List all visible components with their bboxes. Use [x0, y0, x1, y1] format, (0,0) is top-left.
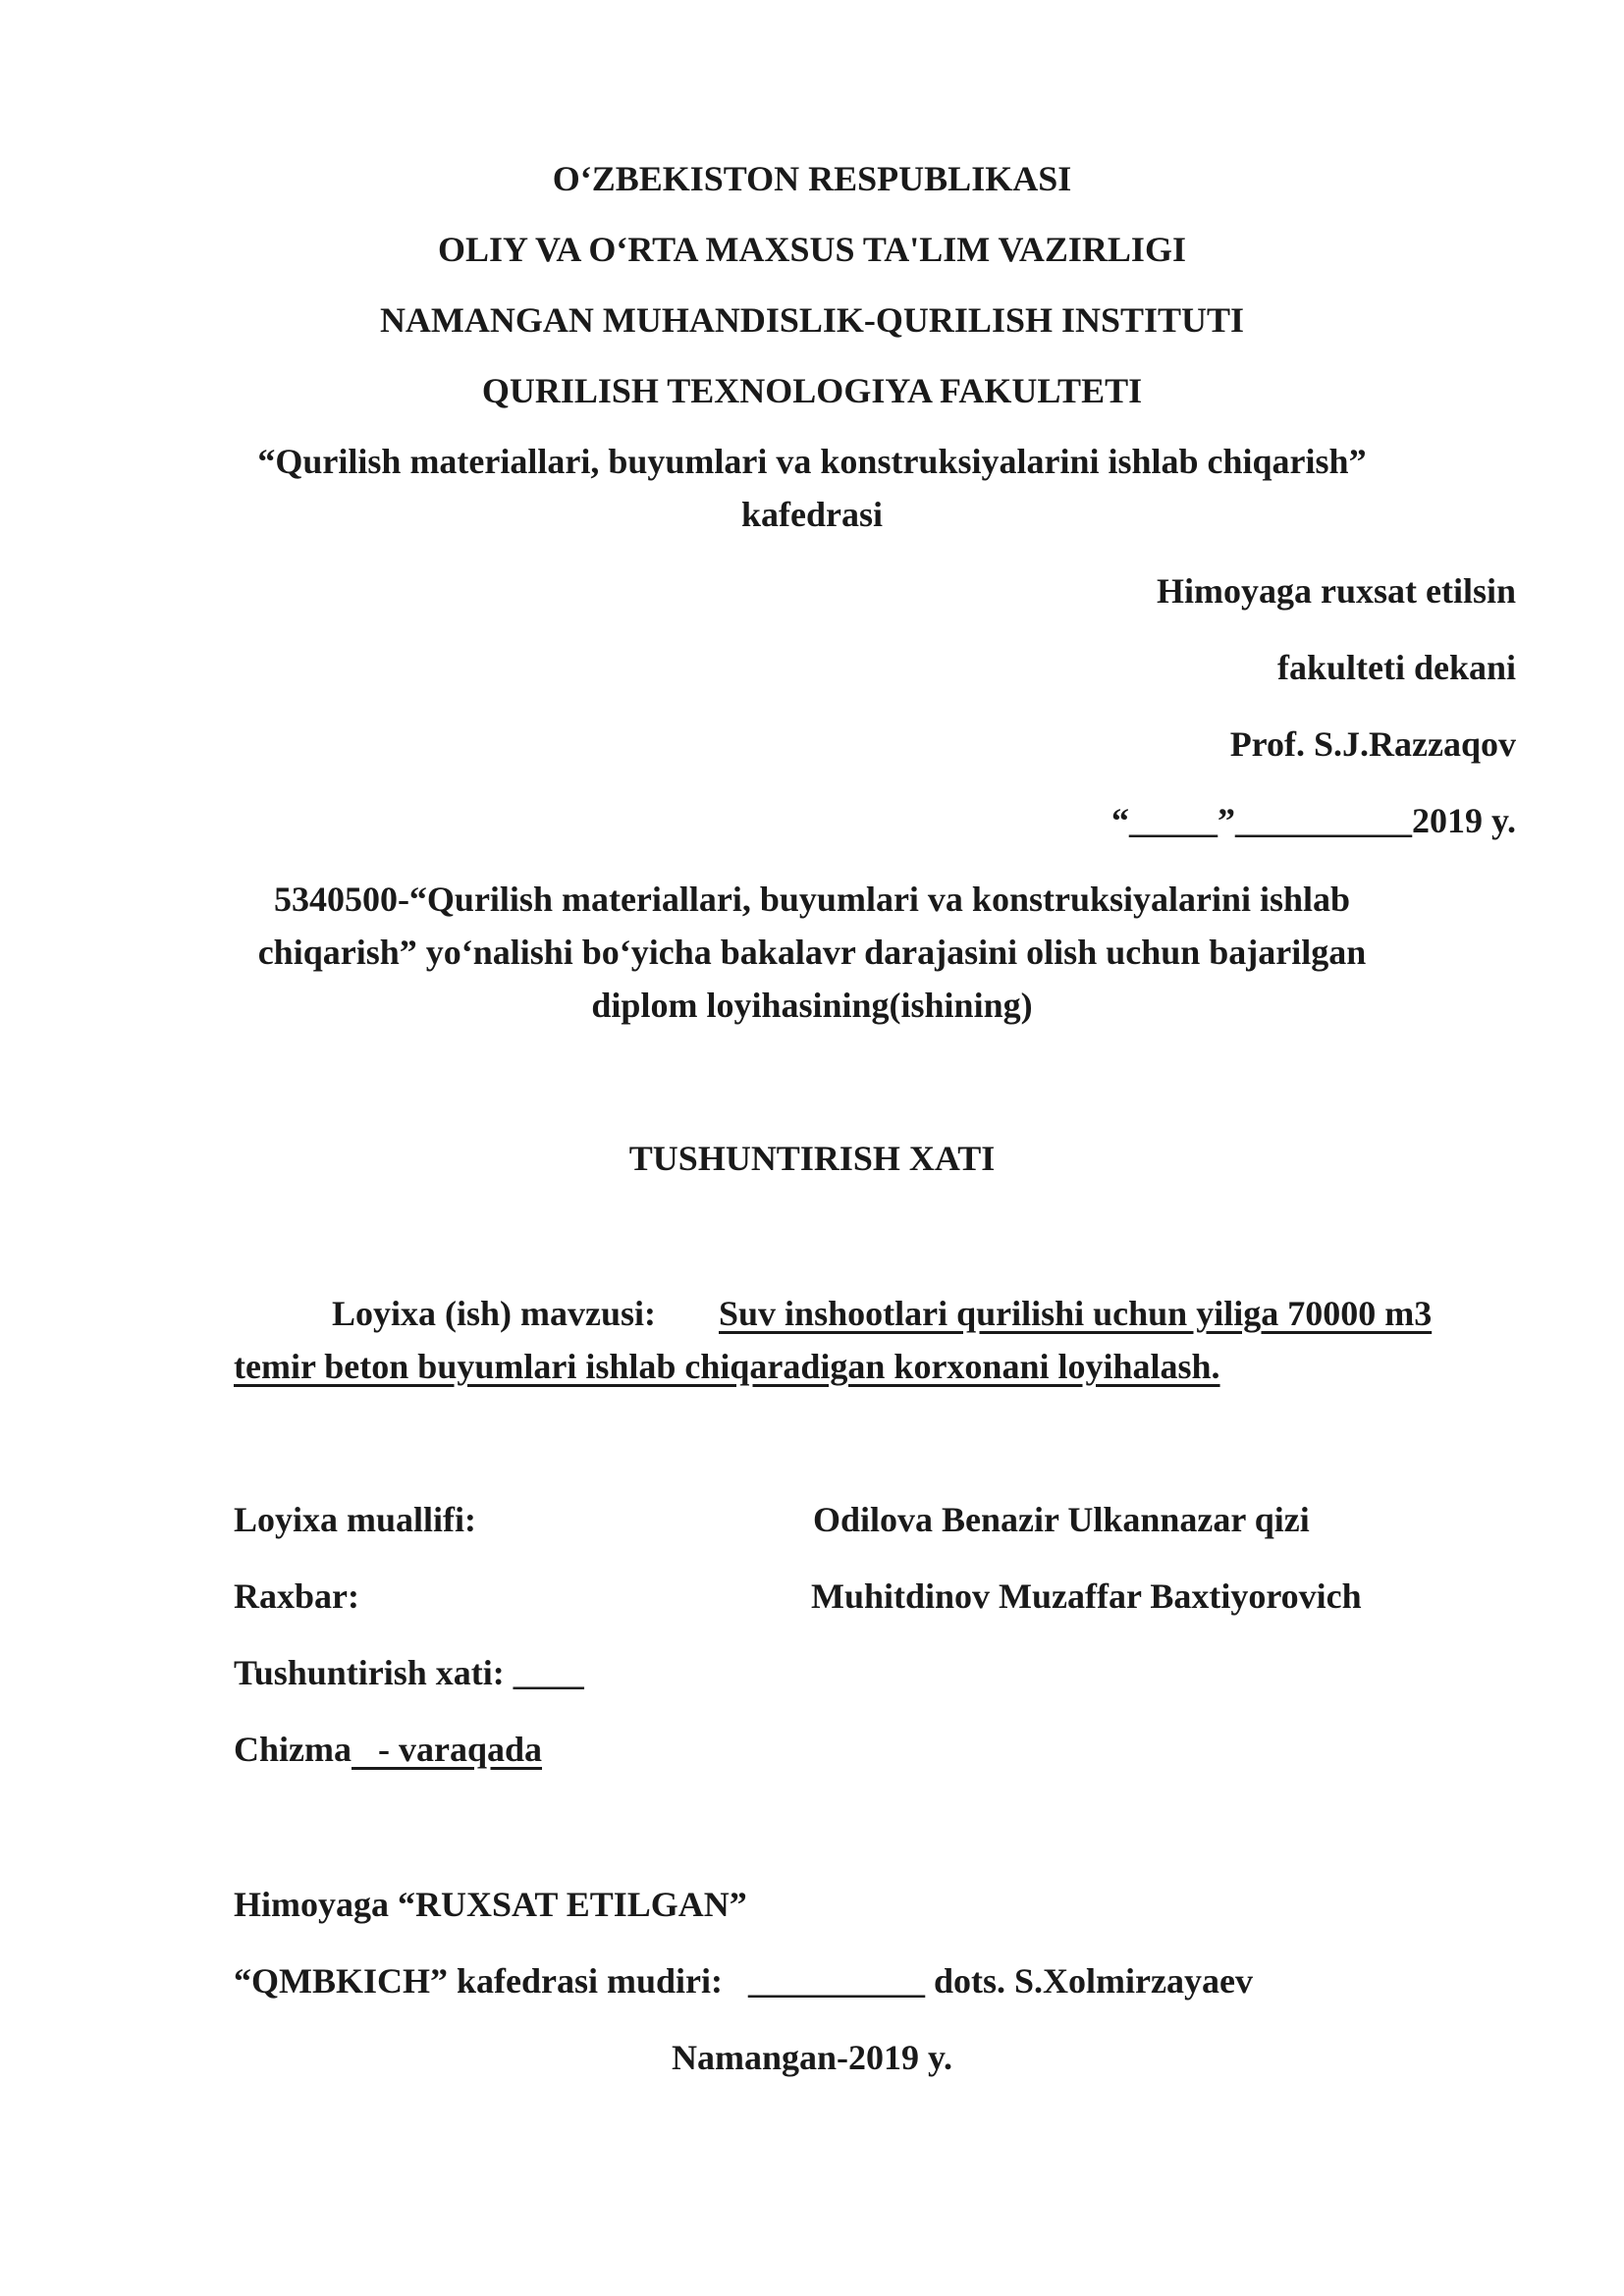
note-blank: ____ — [513, 1653, 584, 1692]
note-row — [234, 1655, 584, 1690]
drawing-row — [234, 1732, 542, 1767]
header-ministry: OLIY VA O‘RTA MAXSUS TA'LIM VAZIRLIGI — [438, 230, 1186, 269]
drawing-label: Chizma — [234, 1730, 352, 1769]
approval-dean: Prof. S.J.Razzaqov — [1229, 724, 1516, 764]
topic-text-line1: Suv inshootlari qurilishi uchun yiliga 70000 m3 — [719, 1294, 1433, 1333]
author-label: Loyixa muallifi: — [234, 1500, 477, 1539]
defense-permission: Himoyaga “RUXSAT ETILGAN” — [234, 1885, 747, 1924]
drawing-value: - varaqada — [352, 1730, 543, 1769]
purpose-line3: diplom loyihasining(ishining) — [591, 986, 1033, 1025]
department-head-row — [234, 1963, 1253, 1999]
purpose-line2: chiqarish” yo‘nalishi bo‘yicha bakalavr darajasini olish uchun bajarilgan — [257, 933, 1367, 972]
topic-label: Loyixa (ish) mavzusi: — [332, 1294, 657, 1333]
supervisor-label: Raxbar: — [234, 1576, 359, 1616]
note-label: Tushuntirish xati: — [234, 1653, 505, 1692]
header-country: O‘ZBEKISTON RESPUBLIKASI — [552, 159, 1072, 198]
topic-text-line2: temir beton buyumlari ishlab chiqaradigan korxonani loyihalash. — [234, 1347, 1220, 1386]
approval-line2: fakulteti dekani — [1276, 648, 1516, 687]
department-head-blank: __________ — [748, 1961, 926, 2001]
department-head-name: dots. S.Xolmirzayaev — [934, 1961, 1253, 2001]
document-title: TUSHUNTIRISH XATI — [628, 1139, 996, 1178]
header-institute: NAMANGAN MUHANDISLIK-QURILISH INSTITUTI — [379, 300, 1245, 340]
purpose-line1: 5340500-“Qurilish materiallari, buyumlari va konstruksiyalarini ishlab — [273, 880, 1351, 919]
header-department-line2: kafedrasi — [741, 495, 883, 534]
approval-line1: Himoyaga ruxsat etilsin — [1157, 571, 1516, 611]
footer-city-year: Namangan-2019 y. — [671, 2038, 953, 2077]
supervisor-value: Muhitdinov Muzaffar Baxtiyorovich — [811, 1576, 1362, 1616]
header-faculty: QURILISH TEXNOLOGIYA FAKULTETI — [481, 371, 1143, 410]
department-head-label: “QMBKICH” kafedrasi mudiri: — [234, 1961, 724, 2001]
header-department-line1: “Qurilish materiallari, buyumlari va konstruksiyalarini ishlab chiqarish” — [257, 442, 1367, 481]
approval-date: “_____”__________2019 y. — [1110, 801, 1516, 840]
author-value: Odilova Benazir Ulkannazar qizi — [813, 1500, 1310, 1539]
